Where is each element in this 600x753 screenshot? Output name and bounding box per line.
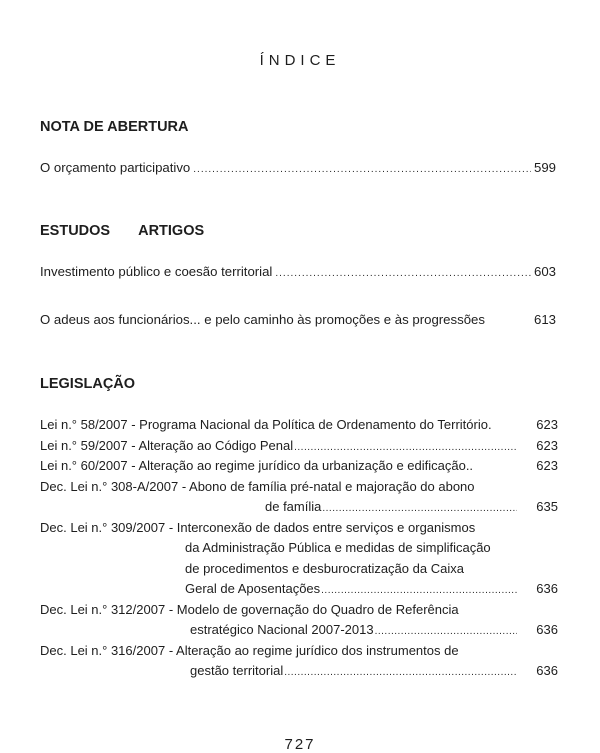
legislation-entry-continued[interactable] [40, 661, 558, 682]
toc-entry[interactable] [40, 158, 556, 178]
law-description: - Abono de família pré-natal e majoração do abono [181, 478, 475, 494]
section-heading-legislacao: LEGISLAÇÃO [40, 376, 136, 392]
legislation-entry[interactable] [40, 600, 558, 621]
entry-page: 623 [536, 417, 558, 432]
page-title: ÍNDICE [259, 52, 341, 69]
legislation-entry-continued[interactable] [40, 538, 558, 559]
law-reference: Lei n.° 59/2007 [40, 437, 128, 453]
legislation-entry[interactable] [40, 456, 558, 477]
legislation-entry[interactable] [40, 436, 558, 457]
law-reference: Lei n.° 58/2007 [40, 417, 128, 432]
legislation-entry-continued[interactable] [40, 559, 558, 580]
law-description: de procedimentos e desburocratização da Caixa [185, 560, 464, 576]
entry-page: 613 [533, 312, 556, 327]
law-reference: Dec. Lei n.° 316/2007 [40, 642, 166, 658]
law-description: Geral de Aposentações [185, 581, 321, 596]
dot-leader [275, 264, 531, 284]
legislation-entry[interactable] [40, 477, 558, 498]
dot-leader [375, 622, 517, 643]
entry-page: 636 [536, 581, 558, 596]
law-description: - Alteração ao Código Penal [131, 437, 294, 453]
legislation-entry-continued[interactable] [40, 497, 558, 518]
law-reference: Lei n.° 60/2007 [40, 458, 128, 473]
law-description: estratégico Nacional 2007-2013 [190, 622, 374, 637]
entry-title: Investimento público e coesão territorial [40, 264, 273, 279]
heading-estudos: ESTUDOS [40, 223, 111, 239]
entry-page: 636 [536, 622, 558, 637]
law-description: - Interconexão de dados entre serviços e organismos [168, 519, 476, 535]
law-description: - Modelo de governação do Quadro de Referência [168, 601, 459, 617]
page-number: 727 [284, 736, 316, 753]
law-reference: Dec. Lei n.° 308-A/2007 [40, 478, 179, 494]
entry-page: 635 [536, 499, 558, 514]
law-description: - Alteração ao regime jurídico dos instrumentos de [168, 642, 459, 658]
dot-leader [321, 581, 517, 602]
legislation-entry[interactable] [40, 641, 558, 662]
law-reference: Dec. Lei n.° 309/2007 [40, 519, 166, 535]
legislation-entry[interactable] [40, 415, 558, 436]
law-description: - Alteração ao regime jurídico da urbanização e edificação.. [131, 458, 474, 473]
entry-title: O orçamento participativo [40, 160, 191, 175]
entry-page: 599 [533, 160, 556, 175]
dot-leader [193, 160, 531, 180]
law-description: - Programa Nacional da Política de Ordenamento do Território. [131, 417, 492, 432]
entry-page: 603 [533, 264, 556, 279]
entry-page: 636 [536, 663, 558, 678]
dot-leader [294, 438, 517, 459]
dot-leader [322, 499, 517, 520]
law-description: de família [265, 499, 322, 514]
legislation-list [40, 415, 558, 682]
law-description: gestão territorial [190, 663, 284, 678]
section-heading-estudos [40, 223, 204, 239]
dot-leader [284, 663, 517, 684]
law-reference: Dec. Lei n.° 312/2007 [40, 601, 166, 617]
entry-title: O adeus aos funcionários... e pelo caminho às promoções e às progressões [40, 312, 485, 327]
section-heading-abertura: NOTA DE ABERTURA [40, 119, 189, 135]
entry-page: 623 [536, 437, 558, 453]
heading-artigos: ARTIGOS [138, 223, 205, 239]
legislation-entry-continued[interactable] [40, 579, 558, 600]
toc-entry[interactable] [40, 310, 556, 330]
entry-page: 623 [536, 458, 558, 473]
legislation-entry[interactable] [40, 518, 558, 539]
legislation-entry-continued[interactable] [40, 620, 558, 641]
toc-entry[interactable] [40, 262, 556, 282]
law-description: da Administração Pública e medidas de simplificação [185, 540, 491, 555]
